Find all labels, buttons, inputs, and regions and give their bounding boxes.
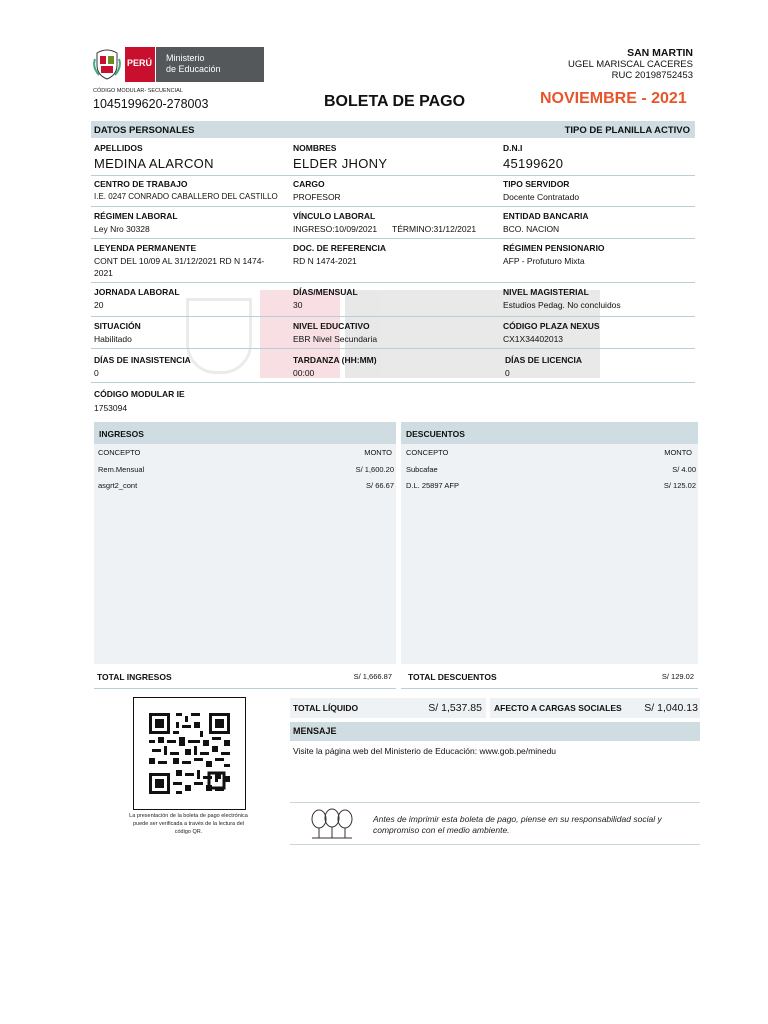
tardanza-label: TARDANZA (HH:MM) <box>293 355 377 365</box>
descuentos-row-1-monto: S/ 4.00 <box>672 465 696 474</box>
divider <box>91 206 695 207</box>
docref-label: DOC. DE REFERENCIA <box>293 243 387 253</box>
pension-value: AFP - Profuturo Mixta <box>503 256 585 266</box>
ruc: RUC 20198752453 <box>611 70 693 81</box>
ingresos-total-label: TOTAL INGRESOS <box>97 672 172 682</box>
centro-value: I.E. 0247 CONRADO CABALLERO DEL CASTILLO <box>94 192 278 201</box>
ingresos-row-2-monto: S/ 66.67 <box>366 481 394 490</box>
situacion-label: SITUACIÓN <box>94 321 141 331</box>
licencia-value: 0 <box>505 368 510 378</box>
leyenda-value-1: CONT DEL 10/09 AL 31/12/2021 RD N 1474- <box>94 256 265 266</box>
leyenda-value-2: 2021 <box>94 268 113 278</box>
planilla-type: TIPO DE PLANILLA ACTIVO <box>564 125 690 136</box>
inasistencia-value: 0 <box>94 368 99 378</box>
divider <box>91 238 695 239</box>
datos-section-title: DATOS PERSONALES <box>94 125 195 136</box>
leyenda-label: LEYENDA PERMANENTE <box>94 243 197 253</box>
tipo-servidor-label: TIPO SERVIDOR <box>503 179 570 189</box>
entidad-label: ENTIDAD BANCARIA <box>503 211 589 221</box>
watermark-emblem-icon <box>186 298 252 374</box>
dias-mensual-label: DÍAS/MENSUAL <box>293 287 358 297</box>
jornada-label: JORNADA LABORAL <box>94 287 180 297</box>
modular-ie-value: 1753094 <box>94 403 128 413</box>
descuentos-row-2-concepto: D.L. 25897 AFP <box>406 481 459 490</box>
liquido-label: TOTAL LÍQUIDO <box>293 703 359 713</box>
ingresos-title: INGRESOS <box>99 429 144 439</box>
codigo-label: CÓDIGO MODULAR- SECUENCIAL <box>93 88 183 94</box>
tipo-servidor-value: Docente Contratado <box>503 192 580 202</box>
eco-line-1: Antes de imprimir esta boleta de pago, piense en su responsabilidad social y <box>373 814 662 824</box>
descuentos-total-label: TOTAL DESCUENTOS <box>408 672 497 682</box>
descuentos-row-2-monto: S/ 125.02 <box>663 481 696 490</box>
nivel-educativo-value: EBR Nivel Secundaria <box>293 334 378 344</box>
logo-ministry-line2: de Educación <box>166 64 221 74</box>
qr-code-icon <box>149 713 230 794</box>
cargo-label: CARGO <box>293 179 325 189</box>
regimen-label: RÉGIMEN LABORAL <box>94 211 178 221</box>
logo-ministry-line1: Ministerio <box>166 53 205 63</box>
eco-bottom-line <box>290 844 700 845</box>
dias-mensual-value: 30 <box>293 300 303 310</box>
vinculo-label: VÍNCULO LABORAL <box>293 211 376 221</box>
ugel: UGEL MARISCAL CACERES <box>568 59 693 70</box>
centro-label: CENTRO DE TRABAJO <box>94 179 188 189</box>
liquido-value: S/ 1,537.85 <box>428 702 482 714</box>
mensaje-text: Visite la página web del Ministerio de Educación: www.gob.pe/minedu <box>293 746 557 756</box>
regimen-value: Ley Nro 30328 <box>94 224 150 234</box>
ingreso-value: INGRESO:10/09/2021 <box>293 224 378 234</box>
pension-label: RÉGIMEN PENSIONARIO <box>503 243 605 253</box>
divider <box>91 382 695 383</box>
page-title: BOLETA DE PAGO <box>324 93 466 110</box>
cargo-value: PROFESOR <box>293 192 341 202</box>
qr-caption-3: código QR. <box>174 829 203 835</box>
nombres-value: ELDER JHONY <box>293 156 388 171</box>
apellidos-value: MEDINA ALARCON <box>94 156 214 171</box>
jornada-value: 20 <box>94 300 104 310</box>
period: NOVIEMBRE - 2021 <box>540 90 687 107</box>
descuentos-row-1-concepto: Subcafae <box>406 465 438 474</box>
ingresos-col-concepto: CONCEPTO <box>98 448 141 457</box>
logo-country: PERÚ <box>127 58 153 68</box>
licencia-label: DÍAS DE LICENCIA <box>505 355 582 365</box>
minedu-logo <box>91 45 264 82</box>
ingresos-total-value: S/ 1,666.87 <box>353 672 392 681</box>
nivel-magisterial-label: NIVEL MAGISTERIAL <box>503 287 589 297</box>
afecto-label: AFECTO A CARGAS SOCIALES <box>494 703 622 713</box>
entidad-value: BCO. NACION <box>503 224 560 234</box>
divider <box>91 175 695 176</box>
apellidos-label: APELLIDOS <box>94 143 143 153</box>
mensaje-label: MENSAJE <box>293 726 337 736</box>
nombres-label: NOMBRES <box>293 143 337 153</box>
eco-top-line <box>290 802 700 803</box>
region: SAN MARTIN <box>627 47 693 59</box>
ingresos-col-monto: MONTO <box>364 448 392 457</box>
dni-label: D.N.I <box>503 143 523 153</box>
nivel-educativo-label: NIVEL EDUCATIVO <box>293 321 370 331</box>
descuentos-total-value: S/ 129.02 <box>661 672 694 681</box>
ingresos-row-2-concepto: asgrt2_cont <box>98 481 138 490</box>
dni-value: 45199620 <box>503 156 564 171</box>
modular-ie-label: CÓDIGO MODULAR IE <box>94 389 185 399</box>
situacion-value: Habilitado <box>94 334 132 344</box>
divider <box>91 348 695 349</box>
descuentos-panel <box>401 444 698 664</box>
nivel-magisterial-value: Estudios Pedag. No concluidos <box>503 300 621 310</box>
trees-icon <box>310 808 354 840</box>
divider <box>91 316 695 317</box>
descuentos-col-monto: MONTO <box>664 448 692 457</box>
ingresos-panel <box>94 444 396 664</box>
inasistencia-label: DÍAS DE INASISTENCIA <box>94 355 191 365</box>
descuentos-col-concepto: CONCEPTO <box>406 448 449 457</box>
qr-frame <box>133 697 246 810</box>
qr-caption-2: puede ser verificada a través de la lectura del <box>133 821 244 827</box>
termino-value: TÉRMINO:31/12/2021 <box>392 224 477 234</box>
ingresos-row-1-concepto: Rem.Mensual <box>98 465 145 474</box>
plaza-label: CÓDIGO PLAZA NEXUS <box>503 321 600 331</box>
ingresos-row-1-monto: S/ 1,600.20 <box>355 465 394 474</box>
descuentos-title: DESCUENTOS <box>406 429 465 439</box>
codigo-value: 1045199620-278003 <box>93 97 209 111</box>
divider <box>91 282 695 283</box>
tardanza-value: 00:00 <box>293 368 315 378</box>
qr-caption-1: La presentación de la boleta de pago electrónica <box>129 813 248 819</box>
mensaje-bar <box>290 722 700 741</box>
docref-value: RD N 1474-2021 <box>293 256 357 266</box>
coat-of-arms-icon <box>93 47 121 80</box>
afecto-value: S/ 1,040.13 <box>644 702 698 714</box>
eco-line-2: compromiso con el medio ambiente. <box>373 825 510 835</box>
plaza-value: CX1X34402013 <box>503 334 564 344</box>
